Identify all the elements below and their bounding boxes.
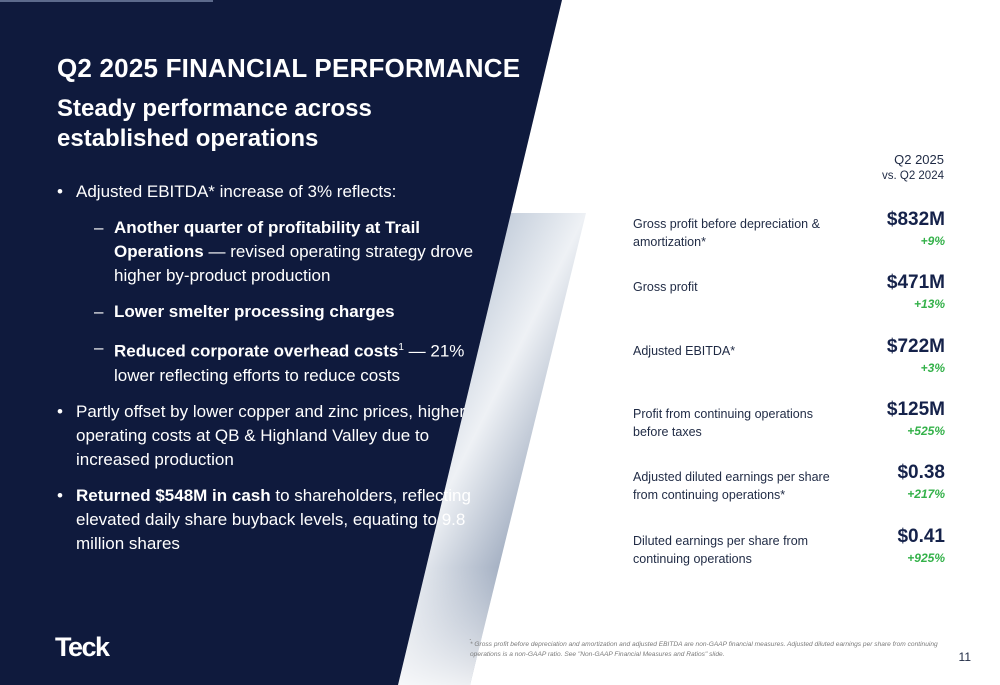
metric-diluted-eps	[633, 526, 945, 580]
bullet-ebitda-drivers	[57, 180, 497, 388]
metric-value: $125M	[886, 399, 945, 420]
metric-label: Gross profit	[633, 280, 698, 294]
metric-change: +525%	[907, 424, 945, 438]
metric-change: +9%	[920, 234, 945, 248]
metric-label: Profit from continuing operations before taxes	[633, 407, 813, 439]
bullet-marker: •	[57, 485, 63, 505]
metric-change: +13%	[913, 297, 945, 311]
bullet-shareholder-returns	[57, 484, 497, 556]
top-accent-rule	[0, 0, 213, 2]
column-comparison: vs. Q2 2024	[881, 170, 944, 182]
sub-bullet-smelter	[76, 300, 497, 324]
bullet-text: Adjusted EBITDA* increase of 3% reflects:	[76, 182, 397, 201]
footnote-superscript: 1	[398, 342, 404, 353]
sub-bullet-dash: –	[94, 338, 104, 357]
sub-bullet-bold: Another quarter of profitability at Trail Operations	[114, 218, 421, 261]
sub-bullet-text: — revised operating strategy drove higher by-product production	[114, 242, 474, 285]
bullet-offsets	[57, 400, 497, 472]
metric-change: +217%	[907, 487, 945, 501]
sub-bullet-dash: –	[94, 218, 104, 237]
metric-adjusted-diluted-eps	[633, 462, 945, 516]
sub-bullet-dash: –	[94, 302, 104, 321]
footnote: * Gross profit before depreciation and amortization and adjusted EBITDA are non-GAAP financial measures. Adjusted diluted earnings per share from continuing operations is a non-GAAP ratio. See "Non-GAAP Financial Measures and Ratios" slide.	[470, 641, 938, 658]
column-period: Q2 2025	[894, 152, 944, 167]
sub-bullet-text: — 21% lower reflecting efforts to reduce costs	[114, 341, 465, 385]
metrics-column-header	[882, 151, 944, 185]
sub-bullet-bold: Reduced corporate overhead costs	[114, 341, 399, 361]
metric-label: Adjusted EBITDA*	[633, 344, 736, 358]
metric-value: $832M	[886, 209, 945, 230]
bullet-marker: •	[57, 182, 63, 201]
slide-subtitle: Steady performance across established operations	[57, 95, 372, 152]
bullet-text: Partly offset by lower copper and zinc prices, higher operating costs at QB & Highland Valley due to increased production	[76, 401, 465, 469]
page-number: 11	[958, 650, 971, 664]
sub-bullet-bold: Lower smelter processing charges	[114, 302, 395, 321]
bullet-bold: Returned $548M in cash	[76, 485, 271, 505]
metric-label: Gross profit before depreciation & amortization*	[633, 217, 820, 249]
metric-value: $0.38	[897, 462, 945, 483]
metric-gross-profit	[633, 272, 945, 326]
slide-title: Q2 2025 FINANCIAL PERFORMANCE	[57, 53, 521, 83]
teck-logo: Teck	[55, 632, 109, 662]
bullet-text: to shareholders, reflecting elevated daily share buyback levels, equating to 9.8 million shares	[76, 485, 471, 553]
metric-gross-profit-before-da	[633, 209, 945, 263]
bullet-list	[57, 180, 497, 568]
metric-value: $0.41	[897, 526, 945, 547]
metric-profit-before-taxes	[633, 399, 945, 453]
metric-change: +3%	[920, 361, 945, 375]
footnote-marker: .	[469, 632, 472, 642]
metric-label: Adjusted diluted earnings per share from continuing operations*	[633, 470, 830, 502]
metric-label: Diluted earnings per share from continuing operations	[633, 534, 809, 566]
bullet-marker: •	[57, 401, 63, 421]
metric-value: $722M	[886, 336, 945, 357]
metric-value: $471M	[886, 272, 945, 293]
sub-bullet-trail	[76, 216, 497, 288]
metric-change: +925%	[907, 551, 945, 565]
metric-adjusted-ebitda	[633, 336, 945, 390]
sub-bullet-overhead	[76, 336, 497, 388]
